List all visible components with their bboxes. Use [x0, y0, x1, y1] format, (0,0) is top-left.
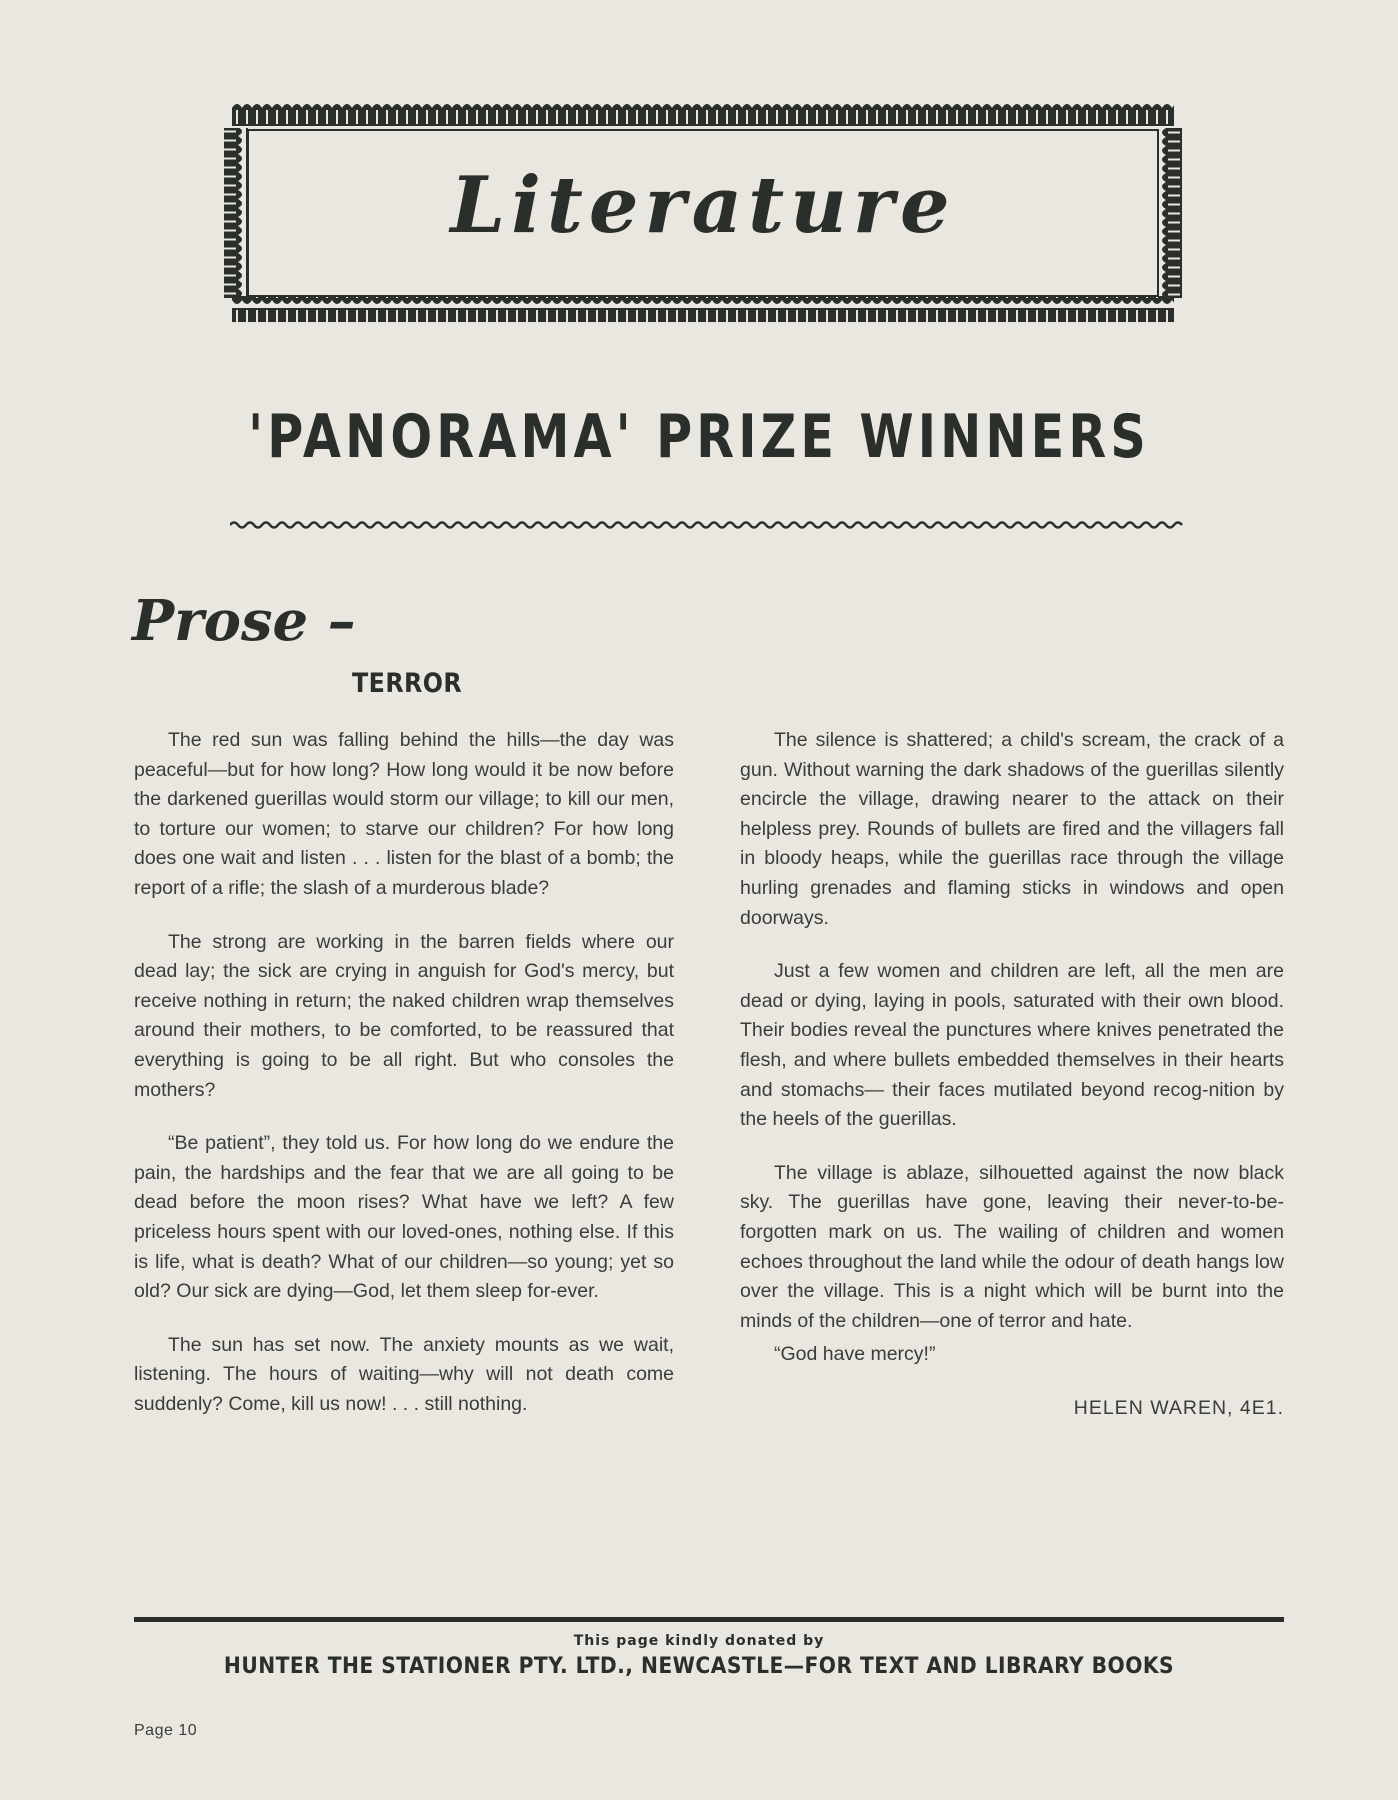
banner-title: Literature — [450, 160, 956, 251]
story-title: TERROR — [352, 668, 463, 699]
paragraph: “Be patient”, they told us. For how long do we endure the pain, the hardships and the fear that we are all going to be dead before the moon rises? What have we left? A few priceless hours spent with our loved-ones, nothing else. If this is life, what is death? What of our children—so young; yet so old? Our sick are dying—God, let them sleep for-ever. — [134, 1132, 674, 1303]
paragraph: Just a few women and children are left, all the men are dead or dying, laying in pools, saturated with their own blood. Their bodies reveal the punctures where knives penetrated the flesh, and where bullets embedded themselves in their hearts and stomachs— their faces mutilated beyond recog-nition by the heels of the guerillas. — [740, 960, 1284, 1131]
paragraph: The sun has set now. The anxiety mounts as we wait, listening. The hours of waiting—why will not death come suddenly? Come, kill us now! . . . still nothing. — [134, 1333, 674, 1415]
section-title: Prose – — [132, 588, 356, 654]
story-column-right — [740, 726, 1284, 1447]
wavy-divider-icon — [230, 520, 1186, 530]
page-number: Page 10 — [134, 1722, 198, 1739]
sponsor-line: HUNTER THE STATIONER PTY. LTD., NEWCASTLE—FOR TEXT AND LIBRARY BOOKS — [223, 1654, 1175, 1679]
paragraph: The silence is shattered; a child's scream, the crack of a gun. Without warning the dark shadows of the guerillas silently encircle the village, drawing nearer to the attack on their helpless prey. Rounds of bullets are fired and the villagers fall in bloody heaps, while the guerillas race through the village hurling grenades and flaming sticks in windows and open doorways. — [740, 729, 1284, 929]
author-byline: HELEN WAREN, 4E1. — [1073, 1396, 1284, 1419]
closing-quote: “God have mercy!” — [774, 1343, 936, 1366]
footer-rule — [134, 1617, 1284, 1622]
donated-note: This page kindly donated by — [573, 1633, 825, 1649]
story-column-left — [134, 726, 674, 1443]
paragraph: The strong are working in the barren fields where our dead lay; the sick are crying in anguish for God's mercy, but receive nothing in return; the naked children wrap themselves around their mothers, to be comforted, to be reassured that everything is going to be all right. But who consoles the mothers? — [134, 930, 674, 1101]
literature-banner — [222, 100, 1184, 328]
paragraph: The village is ablaze, silhouetted against the now black sky. The guerillas have gone, leaving their never-to-be-forgotten mark on us. The wailing of children and women echoes throughout the land while the odour of death hangs low over the village. This is a night which will be burnt into the minds of the children—one of terror and hate. — [740, 1161, 1284, 1332]
headline: 'PANORAMA' PRIZE WINNERS — [248, 402, 1150, 472]
paragraph: The red sun was falling behind the hills—the day was peaceful—but for how long? How long would it be now before the darkened guerillas would storm our village; to kill our men, to torture our women; to starve our children? For how long does one wait and listen . . . listen for the blast of a bomb; the report of a rifle; the slash of a murderous blade? — [134, 729, 674, 899]
